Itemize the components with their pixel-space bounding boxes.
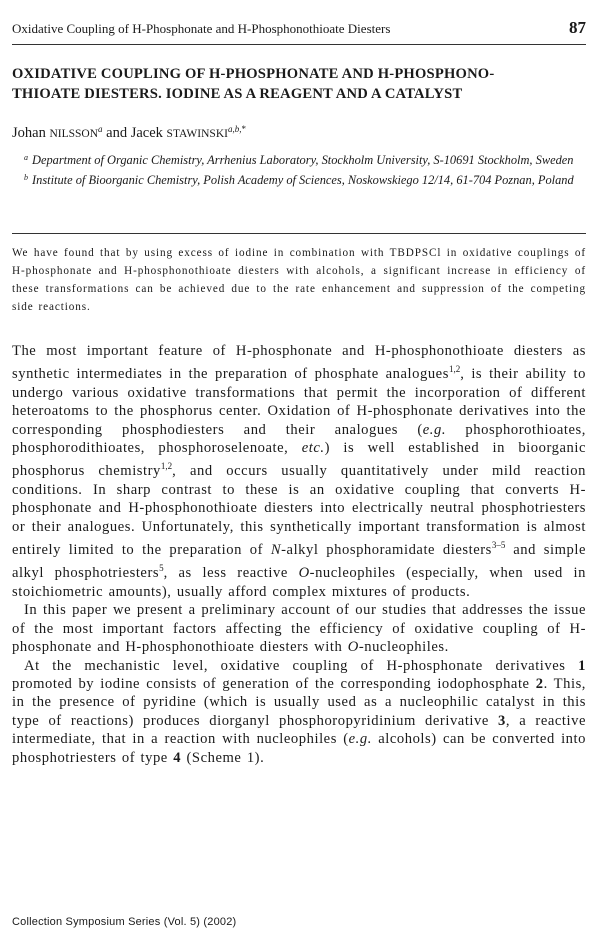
affiliation-a-mark: a: [24, 153, 28, 162]
author-1-first: Johan: [12, 125, 50, 141]
p1-italic: etc.: [301, 440, 325, 457]
compound-number: 3: [498, 712, 506, 729]
p1-text: , as less reactive: [163, 565, 299, 582]
affiliations: [24, 149, 580, 189]
p2-italic: O: [347, 639, 359, 656]
abstract-divider: [12, 233, 586, 234]
body-paragraph-1: [12, 342, 586, 601]
p1-text: The most important feature of H-phosphonate and H-phosphonothioate diesters as synthetic intermediates in the preparation of phosphate analogues: [12, 343, 586, 383]
p2-text: -nucleophiles.: [358, 639, 449, 656]
author-2-affil-mark: a,b,: [227, 124, 242, 134]
p3-text: alcohols) can be converted into phosphotriesters of type: [12, 731, 586, 766]
corresponding-author-mark: *: [241, 124, 246, 134]
p1-italic: e.g.: [422, 421, 447, 438]
author-1-last: NILSSON: [49, 128, 99, 140]
title-line-2: THIOATE DIESTERS. IODINE AS A REAGENT AND A CATALYST: [12, 86, 463, 102]
page-footer: Collection Symposium Series (Vol. 5) (2002): [12, 916, 237, 928]
running-title: Oxidative Coupling of H-Phosphonate and H-Phosphonothioate Diesters: [12, 21, 391, 36]
author-joiner: and: [102, 125, 131, 141]
article-title: [12, 64, 586, 104]
body-paragraph-2: [12, 601, 586, 656]
p3-italic: e.g.: [348, 731, 372, 748]
p1-text: and simple alkyl phosphotriesters: [12, 542, 586, 582]
p3-text: , a reactive intermediate, that in a reaction with nucleophiles (: [12, 712, 586, 748]
page-number: 87: [569, 18, 586, 37]
abstract: We have found that by using excess of iodine in combination with TBDPSCl in oxidative couplings of H-phosphonate and H-phosphonothioate diesters with alcohols, a significant increase in efficiency of these transformations can be achieved due to the rate enhancement and suppression of the competing side reactions.: [12, 247, 586, 313]
p1-text: ) is well established in bioorganic phosphorus chemistry: [12, 440, 586, 480]
compound-number: 4: [173, 749, 182, 766]
citation: 5: [159, 563, 164, 574]
compound-number: 2: [535, 675, 544, 692]
citation: 1,2: [160, 461, 173, 472]
citation: 1,2: [448, 364, 461, 375]
p3-text: (Scheme 1).: [181, 749, 265, 766]
author-2-last: STAWINSKI: [166, 128, 228, 140]
author-2-first: Jacek: [130, 125, 167, 141]
title-line-1: OXIDATIVE COUPLING OF H-PHOSPHONATE AND H-PHOSPHONO-: [12, 66, 495, 82]
p3-text: At the mechanistic level, oxidative coupling of H-phosphonate derivatives: [24, 657, 579, 674]
p1-text: phosphorothioates, phosphorodithioates, phosphoroselenoate,: [12, 421, 586, 457]
compound-number: 1: [578, 657, 586, 674]
affiliation-a-text: Department of Organic Chemistry, Arrhenius Laboratory, Stockholm University, S-10691 Stockholm, Sweden: [32, 153, 574, 167]
p1-italic: N: [270, 542, 282, 559]
affiliation-a: [24, 149, 580, 169]
citation: 3–5: [491, 540, 506, 551]
author-line: [12, 124, 246, 142]
affiliation-b: [24, 169, 580, 189]
p1-text: , and occurs usually quantitatively under mild reaction conditions. In sharp contrast to these is an oxidative coupling that converts H-phosphonate and H-phosphonothioate diesters into electrically neutral phosphotriesters or their analogues. Unfortunately, this synthetically important transformation is almost entirely limited to the preparation of: [12, 463, 586, 559]
p1-text: , is their ability to undergo various oxidative transformations that permit the incorporation of different heteroatoms to the phosphorus center. Oxidation of H-phosphonate derivatives into the corresponding phosphodiesters and their analogues (: [12, 366, 586, 438]
running-header: [12, 18, 586, 45]
p1-italic: O: [298, 565, 310, 582]
p1-text: -alkyl phosphoramidate diesters: [281, 542, 492, 559]
p3-text: . This, in the presence of pyridine (which is usually used as a nucleophilic catalyst in this type of reactions) produces diorganyl phosphoropyridinium derivative: [12, 675, 587, 729]
p3-text: promoted by iodine consists of generation of the corresponding iodophosphate: [12, 675, 536, 692]
affiliation-b-mark: b: [24, 173, 28, 182]
affiliation-b-text: Institute of Bioorganic Chemistry, Polish Academy of Sciences, Noskowskiego 12/14, 61-704 Poznan, Poland: [32, 173, 574, 187]
article-body: [12, 342, 586, 767]
p1-text: -nucleophiles (especially, when used in stoichiometric amounts), usually afford complex mixtures of products.: [12, 565, 586, 600]
author-1-affil-mark: a: [98, 124, 103, 134]
body-paragraph-3: [12, 657, 586, 767]
p2-text: In this paper we present a preliminary account of our studies that addresses the issue of the most important factors affecting the efficiency of oxidative coupling of H-phosphonate and H-phosphonothioate diesters with: [12, 602, 586, 656]
